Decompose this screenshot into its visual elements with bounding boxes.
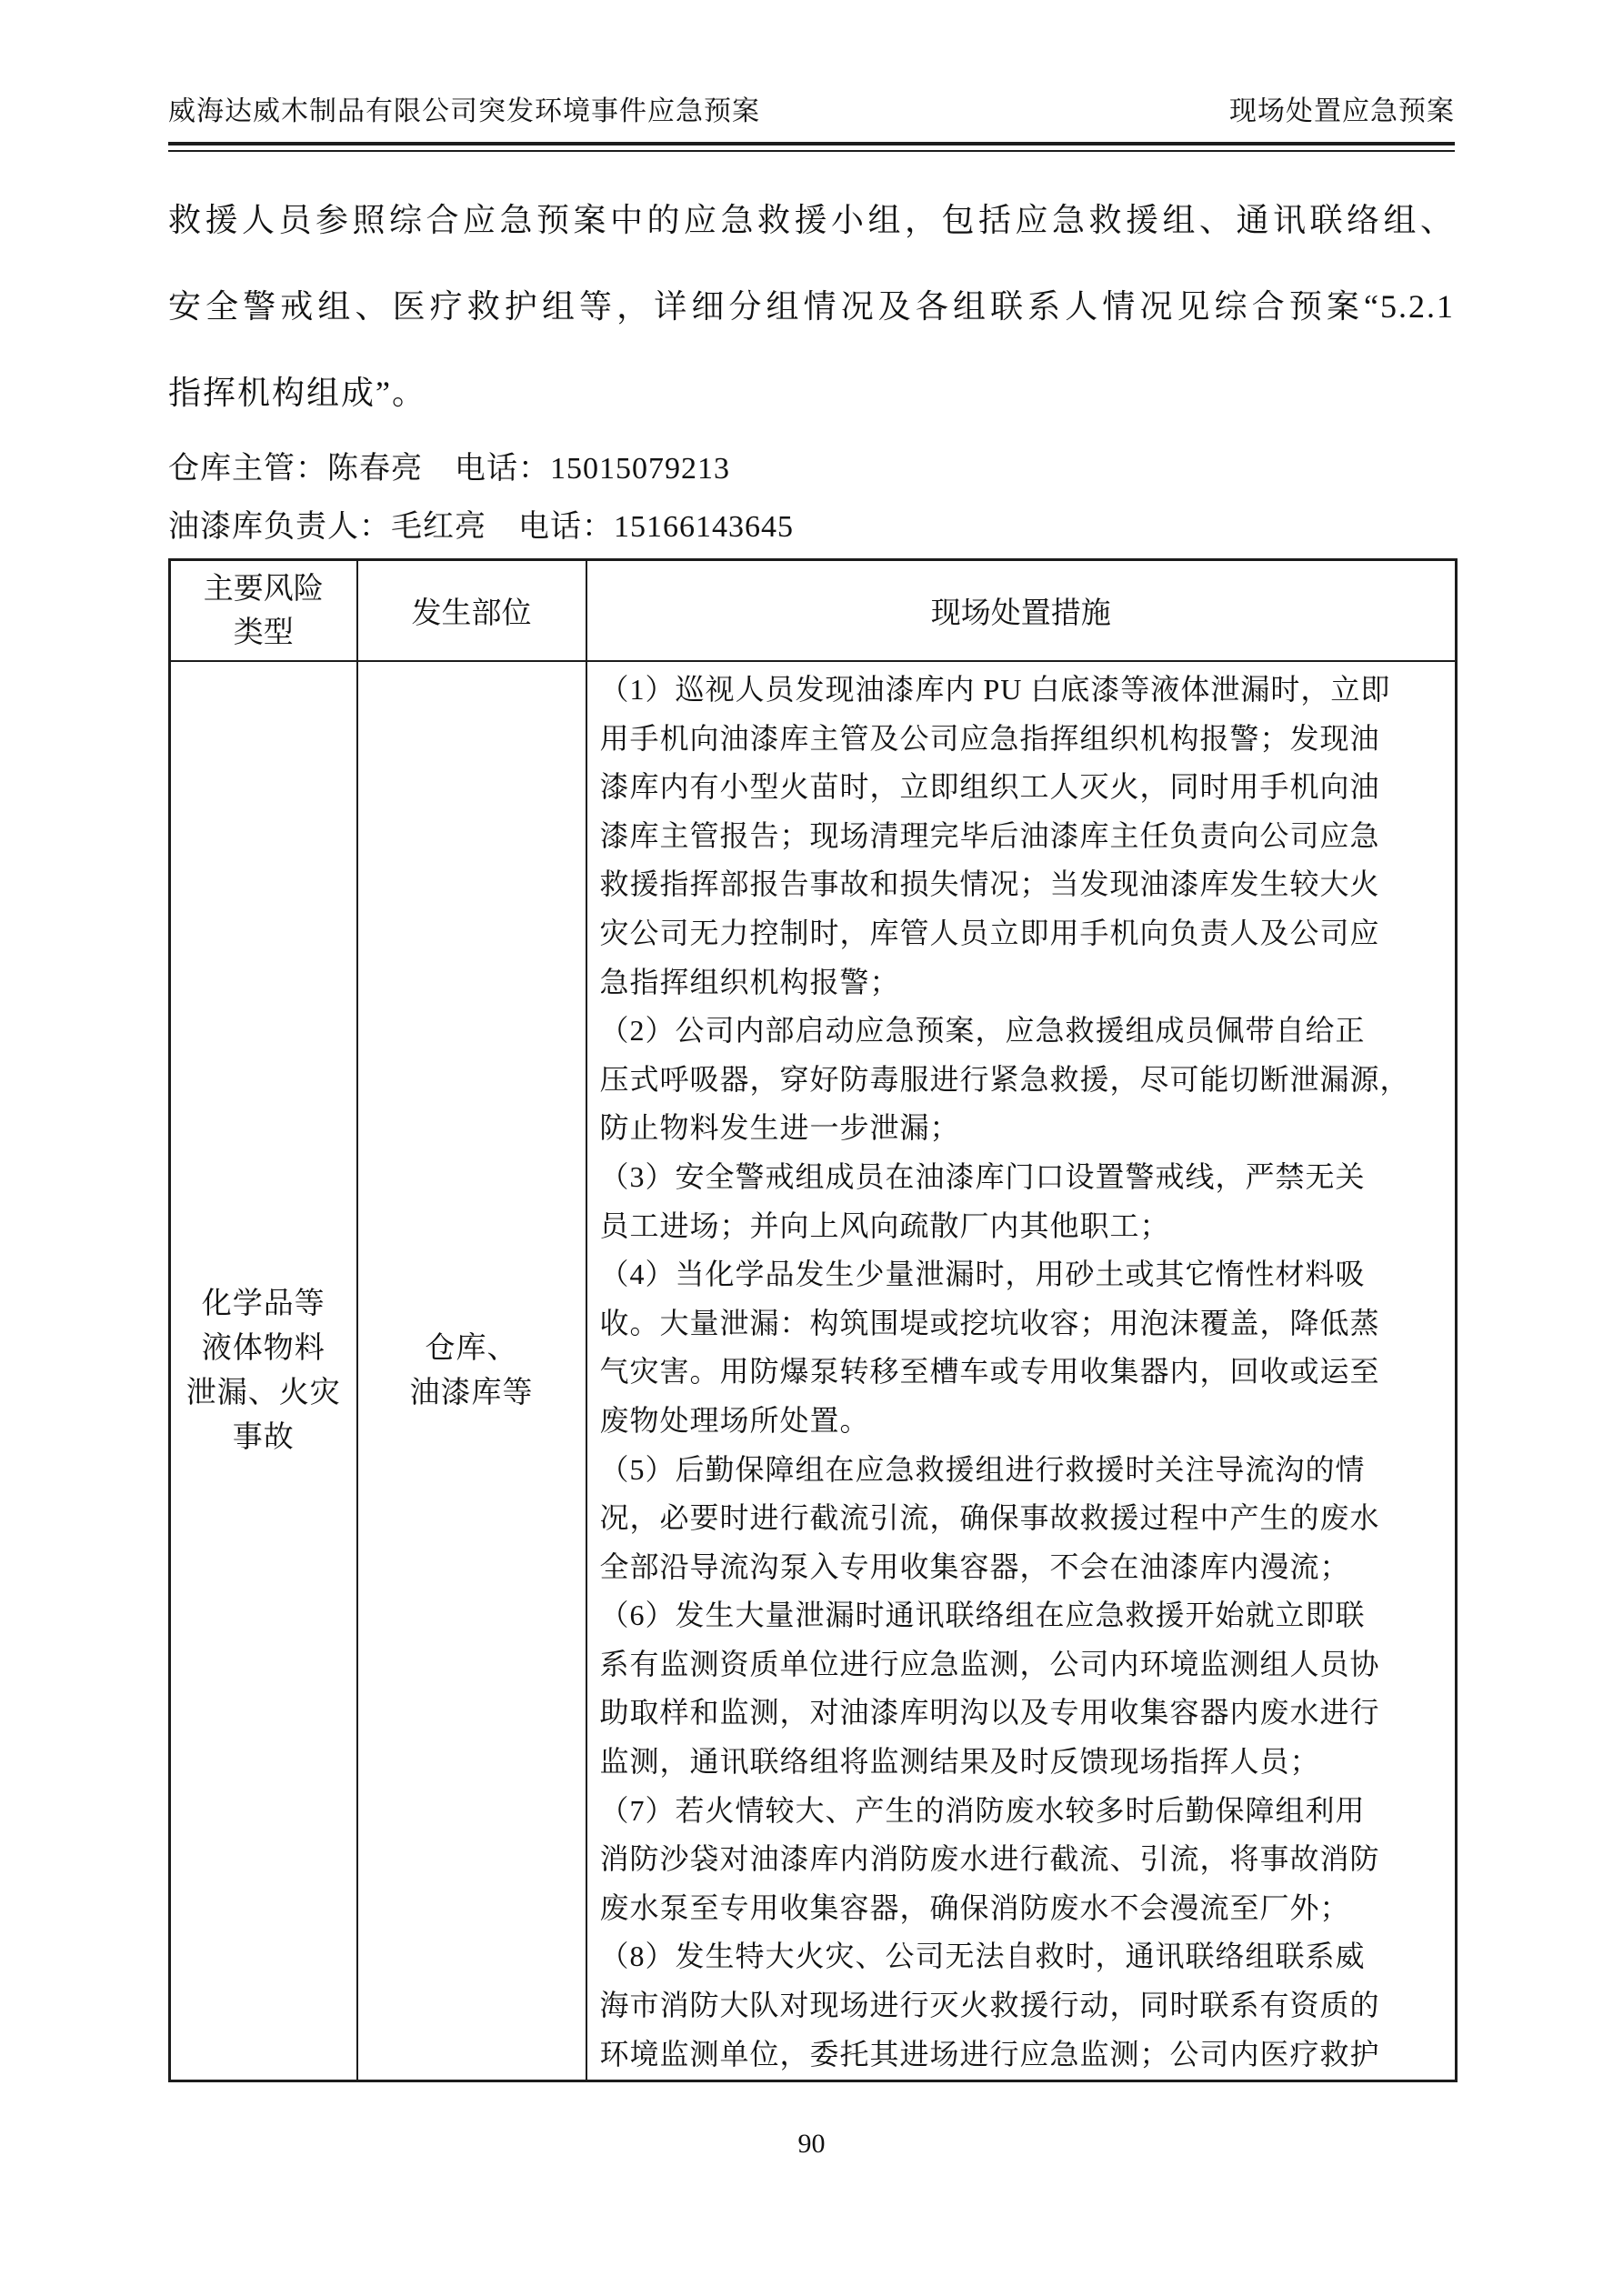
page-footer [168,2126,1455,2162]
header-section-title: 现场处置应急预案 [1229,96,1455,126]
risk-type-cell [170,661,357,2081]
risk-type-column-header: 主要风险 类型 [170,560,357,662]
measures-text: （1）巡视人员发现油漆库内 PU 白底漆等液体泄漏时，立即 用手机向油漆库主管及公司应急指挥组织机构报警；发现油 漆库内有小型火苗时，立即组织工人灭火，同时用手机向油 漆库主管报告；现场清理完毕后油漆库主任负责向公司应急 救援指挥部报告事故和损失情况；当发现油漆库发生较大火 灾公司无力控制时，库管人员立即用手机向负责人及公司应 急指挥组织机构报警； （2）公司内部启动应急预案，应急救援组成员佩带自给正 压式呼吸器，穿好防毒服进行紧急救援，尽可能切断泄漏源， 防止物料发生进一步泄漏； （3）安全警戒组成员在油漆库门口设置警戒线，严禁无关 员工进场；并向上风向疏散厂内其他职工； （4）当化学品发生少量泄漏时，用砂土或其它惰性材料吸 收。大量泄漏：构筑围堤或挖坑收容；用泡沫覆盖，降低蒸 气灾害。用防爆泵转移至槽车或专用收集器内，回收或运至 废物处理场所处置。 （5）后勤保障组在应急救援组进行救援时关注导流沟的情 况，必要时进行截流引流，确保事故救援过程中产生的废水 全部沿导流沟泵入专用收集容器，不会在油漆库内漫流； （6）发生大量泄漏时通讯联络组在应急救援开始就立即联 系有监测资质单位进行应急监测，公司内环境监测组人员协 助取样和监测，对油漆库明沟以及专用收集容器内废水进行 监测，通讯联络组将监测结果及时反馈现场指挥人员； （7）若火情较大、产生的消防废水较多时后勤保障组利用 消防沙袋对油漆库内消防废水进行截流、引流，将事故消防 废水泵至专用收集容器，确保消防废水不会漫流至厂外； （8）发生特大火灾、公司无法自救时，通讯联络组联系威 海市消防大队对现场进行灭火救援行动，同时联系有资质的 环境监测单位，委托其进场进行应急监测；公司内医疗救护 [599,673,1410,2070]
paint-store-manager-contact: 油漆库负责人：毛红亮 电话：15166143645 [168,510,794,544]
location-text: 仓库、 油漆库等 [409,1331,534,1409]
risk-response-table [168,558,1458,2082]
table-header-row [170,560,1457,662]
header-rule [168,142,1455,152]
location-column-header: 发生部位 [357,560,586,662]
risk-type-text: 化学品等 液体物料 泄漏、火灾 事故 [185,1287,341,1454]
page-header [168,0,1455,129]
measures-cell [586,661,1457,2081]
warehouse-manager-contact: 仓库主管：陈春亮 电话：15015079213 [168,452,730,486]
contact-list [168,440,1455,556]
measures-column-header: 现场处置措施 [586,560,1457,662]
table-row [170,661,1457,2081]
intro-paragraph: 救援人员参照综合应急预案中的应急救援小组，包括应急救援组、通讯联络组、 安全警戒组、医疗救护组等，详细分组情况及各组联系人情况见综合预案“5.2.1 指挥机构组成”。 [168,202,1455,411]
page-number: 90 [797,2129,826,2159]
header-doc-title: 威海达威木制品有限公司突发环境事件应急预案 [168,96,760,126]
location-cell [357,661,586,2081]
